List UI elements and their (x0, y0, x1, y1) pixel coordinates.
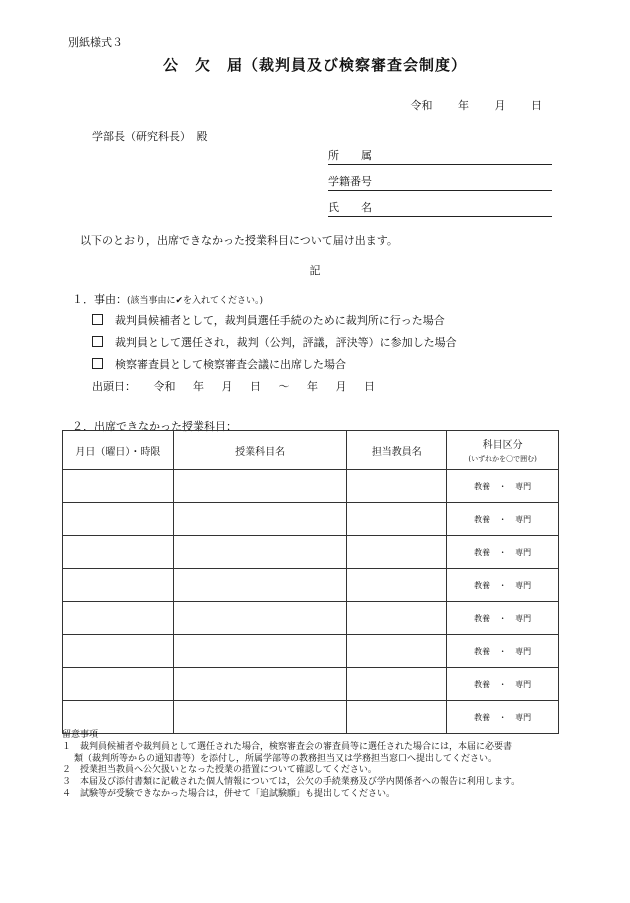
category-cell[interactable]: 教養 ・ 専門 (447, 668, 559, 701)
subject-name-cell[interactable] (173, 602, 347, 635)
table-row (63, 569, 559, 602)
header-subject-name: 授業科目名 (173, 431, 347, 470)
teacher-name-cell[interactable] (347, 536, 447, 569)
checkbox-icon[interactable] (92, 358, 103, 369)
name-label: 氏 名 (328, 201, 372, 214)
intro-text: 以下のとおり，出席できなかった授業科目について届け出ます。 (80, 234, 398, 247)
subject-name-cell[interactable] (173, 503, 347, 536)
teacher-name-cell[interactable] (347, 503, 447, 536)
reason-option-label: 裁判員として選任され，裁判（公判，評議，評決等）に参加した場合 (115, 336, 457, 349)
table-row (63, 635, 559, 668)
subject-name-cell[interactable] (173, 668, 347, 701)
page-title: 公 欠 届（裁判員及び検察審査会制度） (162, 56, 467, 74)
date-period-cell[interactable] (63, 536, 174, 569)
submission-date: 令和 年 月 日 (410, 99, 542, 112)
header-date-period: 月日（曜日）・時限 (63, 431, 174, 470)
subject-name-cell[interactable] (173, 635, 347, 668)
subjects-section-title: ２．出席できなかった授業科目： (72, 420, 237, 433)
note-item: 類（裁判所等からの通知書等）を添付し，所属学部等の教務担当又は学務担当窓口へ提出してください。 (74, 753, 498, 764)
note-item: ４ 試験等が受験できなかった場合は，併せて「追試験願」も提出してください。 (62, 788, 396, 799)
table-row (63, 602, 559, 635)
date-period-cell[interactable] (63, 635, 174, 668)
date-period-cell[interactable] (63, 569, 174, 602)
teacher-name-cell[interactable] (347, 701, 447, 734)
table-row (63, 701, 559, 734)
checkbox-icon[interactable] (92, 336, 103, 347)
checkbox-icon[interactable] (92, 314, 103, 325)
header-subject-category (447, 431, 559, 470)
reason-option-2[interactable] (92, 334, 457, 350)
name-field[interactable] (328, 200, 552, 217)
reason-section-title (72, 291, 263, 307)
category-cell[interactable]: 教養 ・ 専門 (447, 701, 559, 734)
date-period-cell[interactable] (63, 701, 174, 734)
date-period-cell[interactable] (63, 503, 174, 536)
reason-option-1[interactable] (92, 312, 445, 328)
header-teacher-name: 担当教員名 (347, 431, 447, 470)
teacher-name-cell[interactable] (347, 602, 447, 635)
category-cell[interactable]: 教養 ・ 専門 (447, 602, 559, 635)
teacher-name-cell[interactable] (347, 470, 447, 503)
table-row (63, 536, 559, 569)
affiliation-label: 所 属 (328, 149, 372, 162)
appearance-period: 出頭日： 令和 年 月 日 ～ 年 月 日 (92, 380, 375, 393)
subject-name-cell[interactable] (173, 701, 347, 734)
note-item: １ 裁判員候補者や裁判員として選任された場合，検察審査会の審査員等に選任された場合には，本届に必要書 (62, 741, 513, 752)
category-cell[interactable]: 教養 ・ 専門 (447, 536, 559, 569)
teacher-name-cell[interactable] (347, 635, 447, 668)
category-cell[interactable]: 教養 ・ 専門 (447, 503, 559, 536)
table-row (63, 503, 559, 536)
date-period-cell[interactable] (63, 602, 174, 635)
table-row (63, 470, 559, 503)
form-id: 別紙様式３ (68, 36, 123, 49)
subject-name-cell[interactable] (173, 569, 347, 602)
teacher-name-cell[interactable] (347, 668, 447, 701)
student-id-label: 学籍番号 (328, 175, 372, 188)
date-period-cell[interactable] (63, 470, 174, 503)
ki-heading: 記 (309, 264, 321, 277)
subject-name-cell[interactable] (173, 470, 347, 503)
category-cell[interactable]: 教養 ・ 専門 (447, 635, 559, 668)
affiliation-field[interactable] (328, 148, 552, 165)
student-id-field[interactable] (328, 174, 552, 191)
header-category-sub: (いずれかを〇で囲む) (468, 455, 537, 463)
reason-title: １．事由： (72, 293, 127, 306)
category-cell[interactable]: 教養 ・ 専門 (447, 470, 559, 503)
teacher-name-cell[interactable] (347, 569, 447, 602)
reason-option-label: 検察審査員として検察審査会議に出席した場合 (115, 358, 346, 371)
note-item: ３ 本届及び添付書類に記載された個人情報については，公欠の手続業務及び学内関係者への報告に利用します。 (62, 777, 521, 788)
notes-heading: 留意事項 (62, 730, 99, 740)
category-cell[interactable]: 教養 ・ 専門 (447, 569, 559, 602)
table-header-row (63, 431, 559, 470)
table-row (63, 668, 559, 701)
reason-note: (該当事由に✔を入れてください。) (127, 296, 264, 306)
subject-name-cell[interactable] (173, 536, 347, 569)
note-item: ２ 授業担当教員へ公欠扱いとなった授業の措置について確認してください。 (62, 765, 377, 776)
addressee: 学部長（研究科長） 殿 (92, 130, 208, 143)
subjects-table (62, 430, 559, 734)
reason-option-3[interactable] (92, 356, 346, 372)
header-category-label: 科目区分 (482, 440, 523, 451)
reason-option-label: 裁判員候補者として，裁判員選任手続のために裁判所に行った場合 (115, 314, 445, 327)
date-period-cell[interactable] (63, 668, 174, 701)
notes-section (62, 730, 562, 801)
